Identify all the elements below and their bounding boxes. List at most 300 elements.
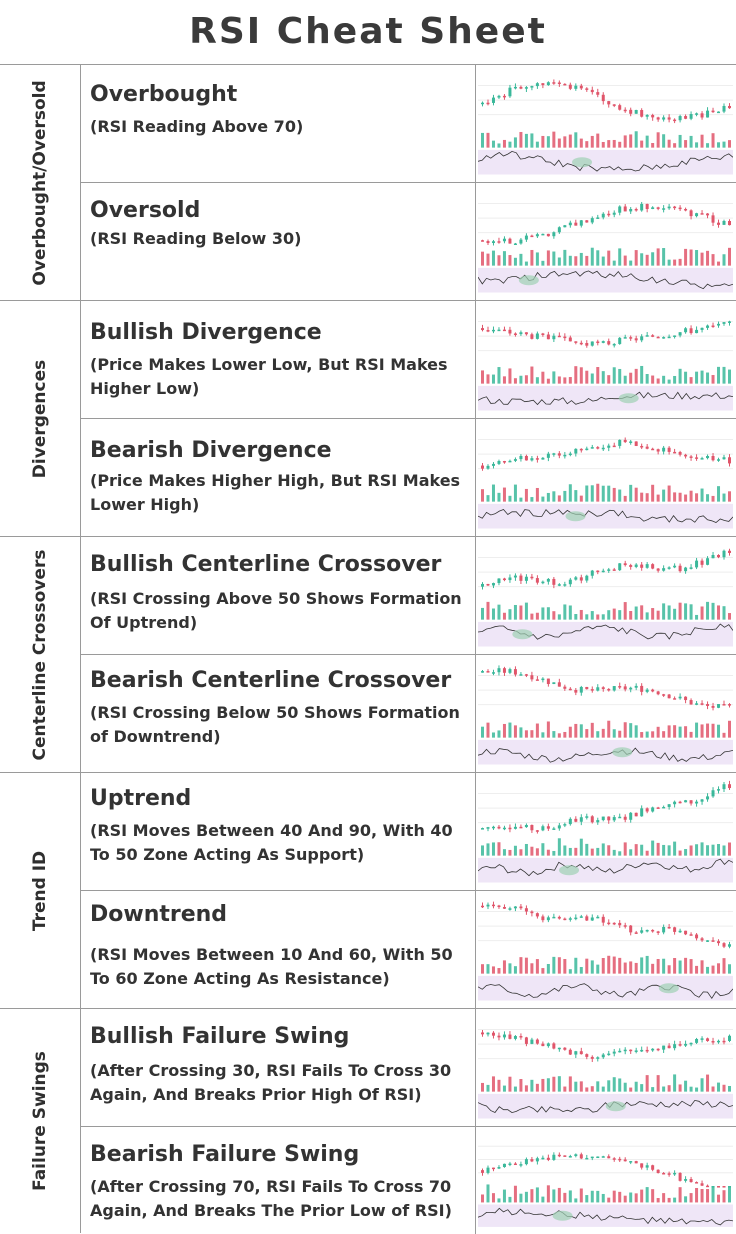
volume-bar xyxy=(563,1087,566,1092)
candle-body xyxy=(508,828,511,830)
volume-bar xyxy=(569,1076,572,1091)
volume-bar xyxy=(618,851,621,855)
volume-bar xyxy=(618,1192,621,1203)
volume-bar xyxy=(602,614,605,619)
candle-body xyxy=(503,1035,506,1038)
volume-bar xyxy=(624,722,627,737)
section-centerline-crossovers xyxy=(0,536,736,773)
candle-body xyxy=(618,1051,621,1053)
candle-body xyxy=(486,584,489,586)
candle-body xyxy=(558,1155,561,1157)
candle-body xyxy=(580,1051,583,1054)
volume-bar xyxy=(640,732,643,738)
candle-body xyxy=(651,115,654,117)
candle-body xyxy=(613,104,616,106)
candle-body xyxy=(662,807,665,809)
candle-body xyxy=(481,828,484,830)
volume-bar xyxy=(673,376,676,384)
candle-body xyxy=(629,813,632,820)
candle-body xyxy=(646,930,649,932)
volume-bar xyxy=(624,842,627,855)
volume-bar xyxy=(591,849,594,856)
volume-bar xyxy=(712,966,715,974)
highlight-marker xyxy=(606,1101,626,1111)
volume-bar xyxy=(558,376,561,383)
candle-body xyxy=(706,796,709,799)
volume-bar xyxy=(635,1082,638,1092)
volume-bar xyxy=(574,614,577,620)
volume-bar xyxy=(547,493,550,502)
volume-bar xyxy=(728,1086,731,1092)
volume-bar xyxy=(624,1083,627,1092)
volume-bar xyxy=(717,725,720,738)
candle-body xyxy=(558,83,561,85)
candle-body xyxy=(673,1173,676,1175)
candle-body xyxy=(629,565,632,567)
volume-bar xyxy=(723,254,726,265)
chart-image xyxy=(478,1129,733,1231)
volume-bar xyxy=(679,259,682,266)
candle-body xyxy=(481,584,484,587)
volume-bar xyxy=(690,136,693,148)
volume-bar xyxy=(657,248,660,265)
row-text xyxy=(90,773,470,867)
volume-bar xyxy=(530,730,533,737)
candle-body xyxy=(508,1164,511,1166)
highlight-marker xyxy=(519,275,539,285)
candle-body xyxy=(497,96,500,98)
candle-body xyxy=(679,452,682,455)
candle-body xyxy=(591,918,594,921)
volume-bar xyxy=(673,260,676,266)
candle-body xyxy=(679,1173,682,1181)
candle-body xyxy=(629,926,632,933)
candle-body xyxy=(717,941,720,943)
candle-body xyxy=(723,322,726,324)
volume-bar xyxy=(668,380,671,384)
highlight-marker xyxy=(559,865,579,875)
candle-body xyxy=(552,232,555,236)
candle-body xyxy=(629,337,632,339)
candle-body xyxy=(563,687,566,689)
volume-bar xyxy=(723,1190,726,1202)
volume-bar xyxy=(503,613,506,620)
volume-bar xyxy=(486,133,489,148)
candle-body xyxy=(558,917,561,919)
volume-bar xyxy=(547,1078,550,1091)
candle-body xyxy=(585,687,588,689)
candle-body xyxy=(514,669,517,674)
example-chart xyxy=(475,891,736,1009)
candle-body xyxy=(585,1054,588,1057)
candle-body xyxy=(503,461,506,463)
candle-body xyxy=(530,912,533,914)
candle-body xyxy=(629,209,632,211)
volume-bar xyxy=(607,845,610,855)
candle-body xyxy=(635,209,638,211)
volume-bar xyxy=(481,1083,484,1092)
volume-bar xyxy=(629,849,632,855)
candle-body xyxy=(690,934,693,936)
volume-bar xyxy=(690,1087,693,1092)
volume-bar xyxy=(530,133,533,147)
volume-bar xyxy=(712,1186,715,1202)
row-title: Bearish Centerline Crossover xyxy=(90,668,452,693)
volume-bar xyxy=(585,1087,588,1091)
candle-body xyxy=(525,577,528,581)
candle-body xyxy=(541,916,544,920)
volume-bar xyxy=(574,1198,577,1202)
candle-body xyxy=(712,940,715,942)
volume-bar xyxy=(717,844,720,856)
candle-body xyxy=(728,551,731,553)
volume-bar xyxy=(503,1086,506,1092)
candle-body xyxy=(690,800,693,803)
candle-body xyxy=(640,336,643,340)
volume-bar xyxy=(514,1087,517,1092)
section-divergences xyxy=(0,300,736,537)
volume-bar xyxy=(662,959,665,974)
volume-bar xyxy=(596,250,599,265)
volume-bar xyxy=(585,614,588,619)
candle-body xyxy=(547,1158,550,1160)
row-description: (RSI Moves Between 40 And 90, With 40 To 50 Zone Acting As Support) xyxy=(90,821,453,864)
volume-bar xyxy=(585,844,588,856)
candle-body xyxy=(492,905,495,907)
candle-body xyxy=(690,1179,693,1182)
highlight-marker xyxy=(566,511,586,521)
candle-body xyxy=(541,826,544,830)
volume-bar xyxy=(519,1079,522,1092)
volume-bar xyxy=(690,959,693,974)
candle-body xyxy=(492,241,495,243)
candle-body xyxy=(580,86,583,89)
candle-body xyxy=(547,234,550,236)
volume-bar xyxy=(684,372,687,384)
volume-bar xyxy=(679,1084,682,1091)
candle-body xyxy=(519,1036,522,1038)
candle-body xyxy=(607,214,610,216)
volume-bar xyxy=(547,721,550,737)
candle-body xyxy=(723,704,726,706)
volume-bar xyxy=(695,966,698,974)
candle-body xyxy=(651,690,654,692)
candle-body xyxy=(717,223,720,225)
candle-body xyxy=(635,932,638,934)
volume-bar xyxy=(508,142,511,148)
candle-body xyxy=(497,241,500,243)
chart-image xyxy=(478,1011,733,1123)
candle-body xyxy=(618,440,621,446)
volume-bar xyxy=(514,378,517,383)
volume-bar xyxy=(657,132,660,147)
volume-bar xyxy=(613,488,616,502)
row-bearish-centerline-crossover xyxy=(81,654,736,773)
candle-body xyxy=(690,1043,693,1045)
candle-body xyxy=(690,567,693,569)
candle-body xyxy=(486,466,489,469)
volume-bar xyxy=(690,604,693,619)
volume-bar xyxy=(640,366,643,384)
candle-body xyxy=(585,916,588,920)
volume-bar xyxy=(602,1087,605,1092)
candle-body xyxy=(547,1043,550,1046)
volume-bar xyxy=(668,845,671,855)
candle-body xyxy=(684,116,687,119)
candle-body xyxy=(657,807,660,809)
volume-bar xyxy=(569,484,572,501)
volume-bar xyxy=(541,732,544,737)
row-bearish-failure-swing xyxy=(81,1126,736,1234)
candle-body xyxy=(624,337,627,339)
candle-body xyxy=(497,579,500,584)
candle-body xyxy=(530,577,533,579)
candle-body xyxy=(613,446,616,448)
candle-body xyxy=(646,204,649,209)
candle-body xyxy=(607,341,610,344)
candle-body xyxy=(701,458,704,460)
candle-body xyxy=(646,335,649,337)
volume-bar xyxy=(646,1075,649,1092)
chart-image xyxy=(478,67,733,179)
candle-body xyxy=(712,326,715,328)
row-text xyxy=(90,301,470,401)
volume-bar xyxy=(569,605,572,619)
candle-body xyxy=(728,944,731,946)
candle-body xyxy=(596,92,599,95)
candle-body xyxy=(563,84,566,86)
volume-bar xyxy=(536,488,539,502)
candle-body xyxy=(640,808,643,816)
volume-bar xyxy=(591,485,594,501)
volume-bar xyxy=(514,1186,517,1203)
volume-bar xyxy=(508,368,511,383)
volume-bar xyxy=(541,261,544,266)
candle-body xyxy=(613,686,616,690)
volume-bar xyxy=(706,373,709,384)
candle-body xyxy=(613,569,616,571)
volume-bar xyxy=(618,1078,621,1091)
volume-bar xyxy=(503,488,506,502)
volume-bar xyxy=(717,963,720,973)
volume-bar xyxy=(684,603,687,619)
candle-body xyxy=(646,1165,649,1167)
volume-bar xyxy=(514,605,517,620)
volume-bar xyxy=(662,845,665,856)
volume-bar xyxy=(519,957,522,974)
volume-bar xyxy=(563,250,566,266)
volume-bar xyxy=(723,367,726,384)
row-title: Uptrend xyxy=(90,786,192,811)
candle-body xyxy=(668,448,671,452)
candle-body xyxy=(602,214,605,218)
volume-bar xyxy=(613,957,616,974)
volume-bar xyxy=(662,603,665,619)
volume-bar xyxy=(563,604,566,619)
candle-body xyxy=(679,566,682,571)
volume-bar xyxy=(646,493,649,501)
volume-bar xyxy=(690,491,693,502)
volume-bar xyxy=(662,490,665,502)
volume-bar xyxy=(574,724,577,738)
volume-bar xyxy=(673,958,676,974)
candle-body xyxy=(695,935,698,939)
row-title: Downtrend xyxy=(90,902,228,927)
candle-body xyxy=(695,802,698,804)
candle-body xyxy=(541,83,544,85)
volume-bar xyxy=(646,956,649,974)
candle-body xyxy=(662,448,665,452)
volume-bar xyxy=(690,732,693,738)
volume-bar xyxy=(558,957,561,973)
volume-bar xyxy=(580,253,583,266)
volume-bar xyxy=(585,256,588,266)
candle-body xyxy=(503,907,506,909)
candle-body xyxy=(635,686,638,688)
volume-bar xyxy=(717,605,720,619)
volume-bar xyxy=(640,605,643,619)
volume-bar xyxy=(668,1085,671,1091)
volume-bar xyxy=(695,615,698,620)
candle-body xyxy=(651,564,654,568)
volume-bar xyxy=(629,961,632,973)
row-description: (Price Makes Higher High, But RSI Makes Lower High) xyxy=(90,471,461,514)
candle-body xyxy=(662,1046,665,1050)
volume-bar xyxy=(530,1080,533,1092)
volume-bar xyxy=(679,851,682,856)
candle-body xyxy=(624,110,627,112)
candle-body xyxy=(596,217,599,219)
volume-bar xyxy=(728,964,731,973)
volume-bar xyxy=(574,490,577,502)
volume-bar xyxy=(519,132,522,148)
candle-body xyxy=(651,335,654,337)
candle-body xyxy=(536,333,539,338)
row-description: (RSI Moves Between 10 And 60, With 50 To 60 Zone Acting As Resistance) xyxy=(90,945,453,988)
volume-bar xyxy=(558,1076,561,1091)
row-bullish-failure-swing xyxy=(81,1009,736,1126)
volume-bar xyxy=(679,960,682,973)
volume-bar xyxy=(618,958,621,974)
candle-body xyxy=(558,584,561,586)
volume-bar xyxy=(585,141,588,148)
volume-bar xyxy=(525,730,528,737)
volume-bar xyxy=(591,723,594,738)
candle-body xyxy=(701,328,704,330)
rsi-panel xyxy=(478,268,733,293)
volume-bar xyxy=(635,131,638,147)
candle-body xyxy=(508,577,511,580)
volume-bar xyxy=(558,139,561,148)
volume-bar xyxy=(574,132,577,147)
volume-bar xyxy=(536,613,539,620)
volume-bar xyxy=(585,1195,588,1202)
volume-bar xyxy=(514,846,517,856)
candle-body xyxy=(723,221,726,225)
volume-bar xyxy=(503,1190,506,1203)
candle-body xyxy=(497,906,500,908)
candle-body xyxy=(668,927,671,929)
volume-bar xyxy=(706,1189,709,1202)
volume-bar xyxy=(563,491,566,502)
candle-body xyxy=(635,338,638,340)
highlight-marker xyxy=(553,1211,573,1221)
volume-bar xyxy=(486,843,489,855)
volume-bar xyxy=(662,1193,665,1202)
candle-body xyxy=(695,1182,698,1184)
volume-bar xyxy=(662,1087,665,1092)
candle-body xyxy=(640,565,643,568)
volume-bar xyxy=(695,250,698,266)
volume-bar xyxy=(519,605,522,619)
volume-bar xyxy=(569,969,572,973)
volume-bar xyxy=(646,1187,649,1202)
candle-body xyxy=(662,1173,665,1175)
volume-bar xyxy=(607,610,610,619)
row-title: Bearish Failure Swing xyxy=(90,1142,360,1167)
volume-bar xyxy=(607,140,610,148)
candle-body xyxy=(541,234,544,236)
row-text xyxy=(90,1127,470,1223)
row-description: (RSI Crossing Above 50 Shows Formation Of Uptrend) xyxy=(90,589,462,632)
page-title: RSI Cheat Sheet xyxy=(189,11,547,52)
volume-bar xyxy=(547,1185,550,1202)
volume-bar xyxy=(723,845,726,855)
candle-body xyxy=(514,87,517,89)
candle-body xyxy=(536,578,539,583)
candle-body xyxy=(591,218,594,222)
volume-bar xyxy=(679,727,682,738)
candle-body xyxy=(646,1050,649,1052)
candle-body xyxy=(596,687,599,690)
volume-bar xyxy=(591,248,594,266)
candle-body xyxy=(503,828,506,830)
candle-body xyxy=(706,1186,709,1188)
volume-bar xyxy=(547,964,550,974)
candle-body xyxy=(503,1164,506,1167)
candle-body xyxy=(552,828,555,830)
row-text xyxy=(90,183,470,251)
candle-body xyxy=(640,930,643,932)
volume-bar xyxy=(530,250,533,266)
candle-body xyxy=(684,1044,687,1046)
volume-bar xyxy=(536,848,539,855)
candle-body xyxy=(701,561,704,565)
candle-body xyxy=(668,207,671,209)
candle-body xyxy=(547,579,550,582)
section-label-cell xyxy=(0,537,81,773)
candle-body xyxy=(481,1170,484,1173)
volume-bar xyxy=(492,485,495,502)
volume-bar xyxy=(481,1194,484,1202)
rsi-panel xyxy=(478,1204,733,1226)
volume-bar xyxy=(563,136,566,147)
volume-bar xyxy=(580,967,583,974)
row-bullish-centerline-crossover xyxy=(81,537,736,654)
candle-body xyxy=(613,1158,616,1160)
volume-bar xyxy=(695,372,698,384)
candle-body xyxy=(712,1041,715,1043)
volume-bar xyxy=(585,486,588,502)
volume-bar xyxy=(701,253,704,266)
candle-body xyxy=(651,930,654,932)
volume-bar xyxy=(497,842,500,855)
volume-bar xyxy=(657,495,660,502)
candle-body xyxy=(497,1167,500,1169)
volume-bar xyxy=(668,486,671,502)
volume-bar xyxy=(706,1075,709,1092)
volume-bar xyxy=(591,374,594,384)
